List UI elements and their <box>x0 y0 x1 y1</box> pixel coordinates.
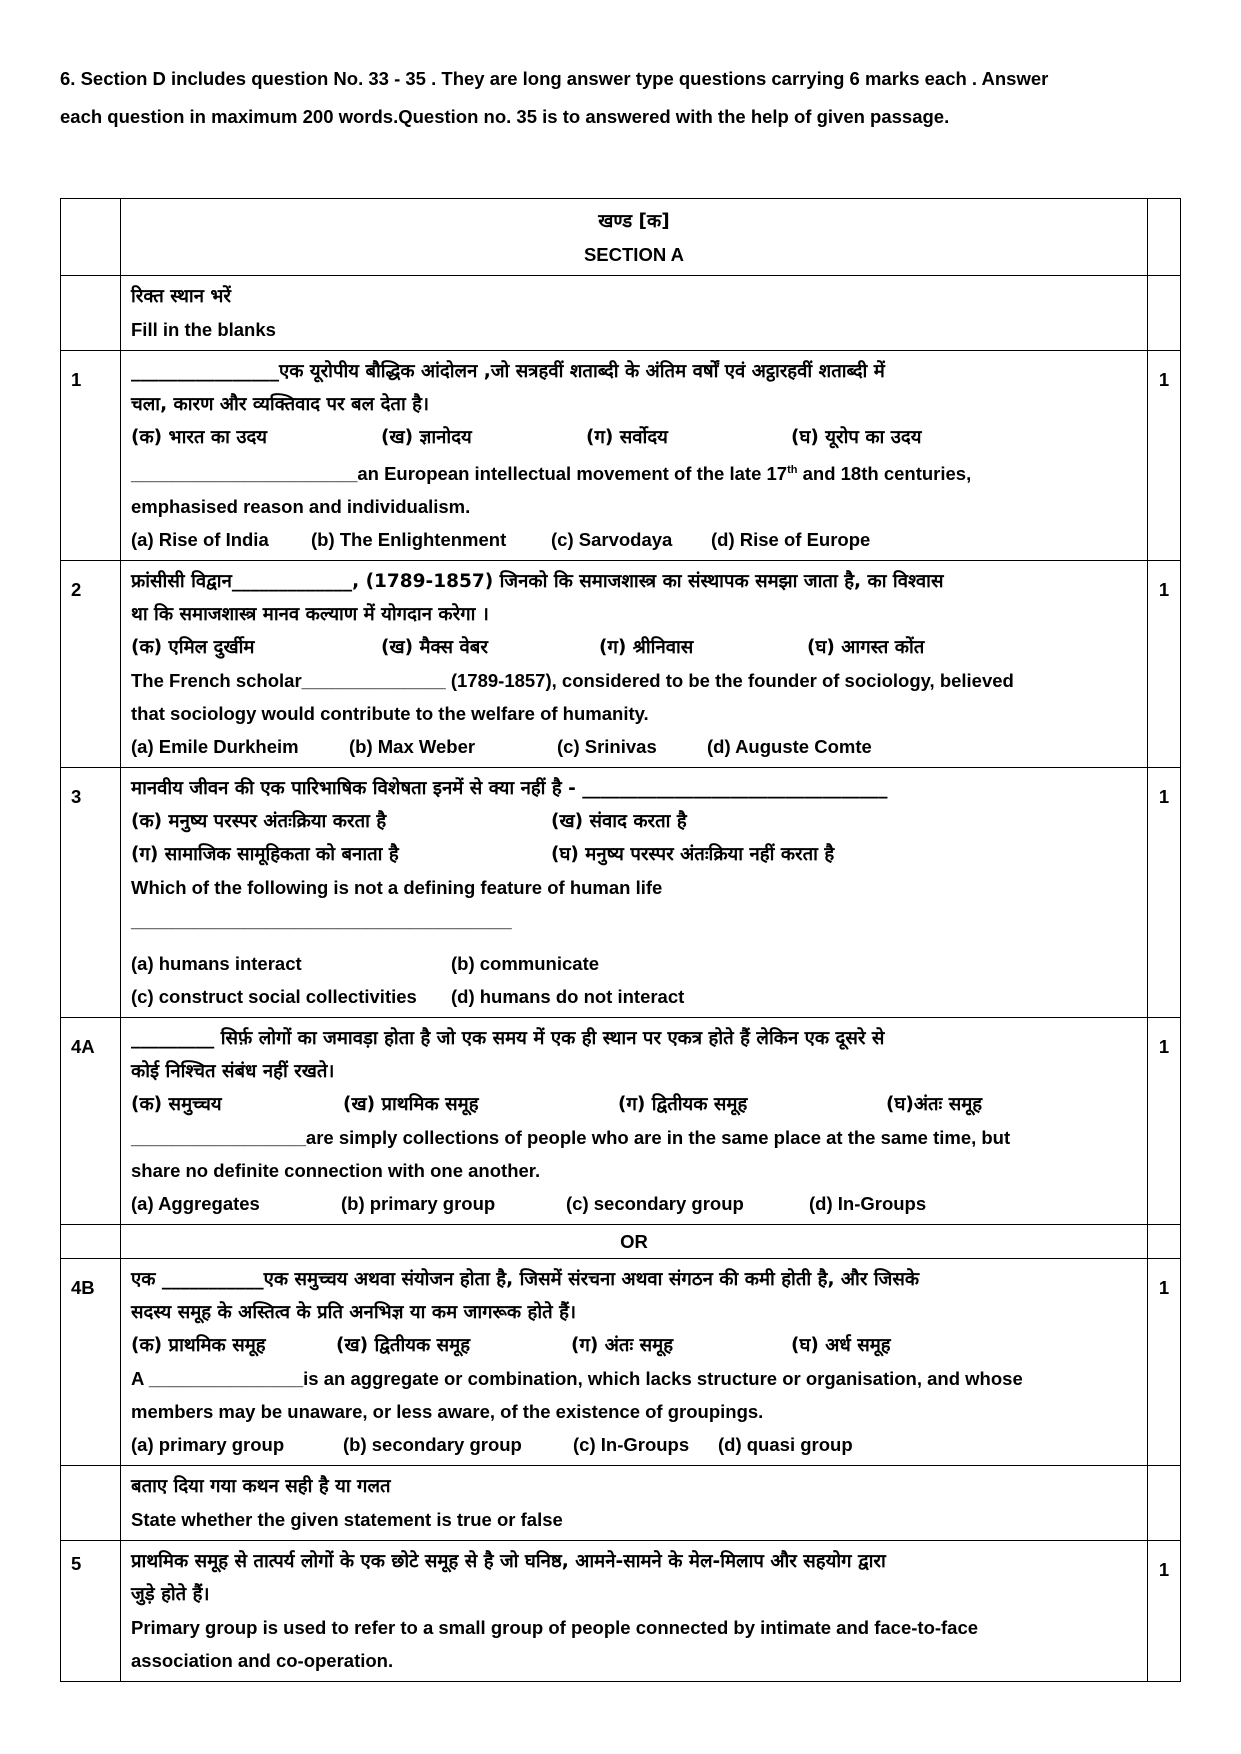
option-b: (b) communicate <box>451 953 600 975</box>
marks: 1 <box>1148 1259 1181 1466</box>
q2-hindi-line-1: फ्रांसीसी विद्वान_____________, (1789-1857) जिनको कि समाजशास्त्र का संस्थापक समझा जाता है, का विश्वास <box>131 571 944 593</box>
question-number: 5 <box>61 1541 121 1682</box>
question-row-3 <box>61 768 1181 1018</box>
q3-english-blank: _____________________________________ <box>131 910 512 932</box>
q1-english-line-1: ______________________an European intellectual movement of the late 17th and 18th centuries, <box>131 463 972 485</box>
instruction-line-1: 6. Section D includes question No. 33 - 35 . They are long answer type questions carrying 6 marks each . Answer <box>60 68 1049 89</box>
instruction-line-2: each question in maximum 200 words.Question no. 35 is to answered with the help of given passage. <box>60 106 950 127</box>
q2-english-options <box>131 730 1137 763</box>
option-b: (ख) मैक्स वेबर <box>381 637 488 659</box>
q4b-english-line-2: members may be unaware, or less aware, of the existence of groupings. <box>131 1401 764 1423</box>
option-d: (घ) अर्ध समूह <box>791 1335 891 1357</box>
or-row <box>61 1225 1181 1259</box>
option-b: (ख) द्वितीयक समूह <box>336 1335 471 1357</box>
option-c: (ग) द्वितीयक समूह <box>618 1094 748 1116</box>
option-b: (b) The Enlightenment <box>311 529 507 551</box>
q5-english-line-1: Primary group is used to refer to a small group of people connected by intimate and face-to-face <box>131 1617 979 1639</box>
q1-english-line-2: emphasised reason and individualism. <box>131 496 471 518</box>
q2-hindi-options <box>131 631 1137 664</box>
option-b: (b) secondary group <box>343 1434 522 1456</box>
q1-hindi-line-2: चला, कारण और व्यक्तिवाद पर बल देता है। <box>131 394 430 415</box>
option-a: (क) समुच्चय <box>131 1094 222 1116</box>
option-d: (d) Auguste Comte <box>707 736 872 758</box>
fill-blanks-hindi: रिक्त स्थान भरें <box>131 286 231 307</box>
q2-hindi-line-2: था कि समाजशास्त्र मानव कल्याण में योगदान करेगा । <box>131 604 489 626</box>
q2-english-line-1: The French scholar______________ (1789-1857), considered to be the founder of sociology, believed <box>131 670 1014 692</box>
option-d: (d) In-Groups <box>809 1193 927 1215</box>
instructions <box>60 60 1180 136</box>
marks: 1 <box>1148 561 1181 768</box>
q4a-hindi-options <box>131 1088 1137 1121</box>
q4a-english-line-1: _________________are simply collections of people who are in the same place at the same time, but <box>131 1127 1011 1149</box>
q4a-hindi-line-1: _________ सिर्फ़ लोगों का जमावड़ा होता है जो एक समय में एक ही स्थान पर एकत्र होते हैं लेकिन एक दूसरे से <box>131 1028 885 1050</box>
marks: 1 <box>1148 768 1181 1018</box>
option-a: (a) Emile Durkheim <box>131 736 299 758</box>
option-d: (घ) मनुष्य परस्पर अंतःक्रिया नहीं करता है <box>551 844 835 866</box>
option-c: (c) Sarvodaya <box>551 529 673 551</box>
option-d: (घ) यूरोप का उदय <box>791 427 922 448</box>
question-table <box>60 198 1181 1682</box>
option-c: (c) In-Groups <box>573 1434 690 1456</box>
q4b-hindi-line-2: सदस्य समूह के अस्तित्व के प्रति अनभिज्ञ या कम जागरूक होते हैं। <box>131 1302 576 1324</box>
q3-english-options-2 <box>131 980 1137 1013</box>
section-title-english: SECTION A <box>583 244 685 265</box>
question-number: 4A <box>61 1018 121 1225</box>
question-number: 1 <box>61 351 121 561</box>
question-row-2 <box>61 561 1181 768</box>
q4a-english-options <box>131 1187 1137 1220</box>
option-c: (ग) सर्वोदय <box>586 427 668 448</box>
q3-hindi-options-1 <box>131 805 1137 838</box>
option-c: (ग) अंतः समूह <box>571 1335 674 1357</box>
section-title-hindi: खण्ड [क] <box>598 211 670 232</box>
q4b-english-options <box>131 1428 1137 1461</box>
question-row-5 <box>61 1541 1181 1682</box>
option-b: (b) primary group <box>341 1193 496 1215</box>
option-b: (ख) ज्ञानोदय <box>381 427 472 448</box>
q3-english-line-1: Which of the following is not a defining feature of human life <box>131 877 663 899</box>
fill-blanks-english: Fill in the blanks <box>131 319 276 340</box>
true-false-english: State whether the given statement is true or false <box>131 1509 563 1531</box>
question-number: 2 <box>61 561 121 768</box>
option-a: (क) प्राथमिक समूह <box>131 1335 266 1357</box>
fill-blanks-header-row <box>61 276 1181 351</box>
option-a: (a) Aggregates <box>131 1193 260 1215</box>
marks: 1 <box>1148 1018 1181 1225</box>
q5-hindi-line-1: प्राथमिक समूह से तात्पर्य लोगों के एक छोटे समूह से है जो घनिष्ठ, आमने-सामने के मेल-मिलाप और सहयोग द्वारा <box>131 1551 886 1573</box>
option-d: (घ) आगस्त कोंत <box>807 637 925 659</box>
question-row-4b <box>61 1259 1181 1466</box>
question-row-1 <box>61 351 1181 561</box>
q1-hindi-options <box>131 421 1137 454</box>
question-number: 3 <box>61 768 121 1018</box>
section-header-row <box>61 199 1181 276</box>
q5-hindi-line-2: जुड़े होते हैं। <box>131 1584 210 1606</box>
option-a: (a) primary group <box>131 1434 285 1456</box>
question-row-4a <box>61 1018 1181 1225</box>
q4b-hindi-options <box>131 1329 1137 1362</box>
true-false-hindi: बताए दिया गया कथन सही है या गलत <box>131 1476 391 1498</box>
q3-hindi-options-2 <box>131 838 1137 871</box>
q5-english-line-2: association and co-operation. <box>131 1650 394 1672</box>
marks: 1 <box>1148 1541 1181 1682</box>
true-false-header-row <box>61 1466 1181 1541</box>
option-d: (d) Rise of Europe <box>711 529 871 551</box>
q4b-english-line-1: A _______________is an aggregate or combination, which lacks structure or organisation, and whose <box>131 1368 1023 1390</box>
option-d: (d) humans do not interact <box>451 986 685 1008</box>
or-label: OR <box>121 1225 1148 1259</box>
question-number: 4B <box>61 1259 121 1466</box>
option-d: (d) quasi group <box>718 1434 853 1456</box>
q1-hindi-line-1: ________________एक यूरोपीय बौद्धिक आंदोलन ,जो सत्रहवीं शताब्दी के अंतिम वर्षों एवं अट्ठारहवीं शताब्दी में <box>131 361 885 382</box>
option-c: (ग) सामाजिक सामूहिकता को बनाता है <box>131 844 399 866</box>
q4a-hindi-line-2: कोई निश्चित संबंध नहीं रखते। <box>131 1061 335 1083</box>
q3-english-options-1 <box>131 947 1137 980</box>
option-b: (ख) प्राथमिक समूह <box>343 1094 479 1116</box>
q1-english-options <box>131 523 1137 556</box>
q4b-hindi-line-1: एक ___________एक समुच्चय अथवा संयोजन होता है, जिसमें संरचना अथवा संगठन की कमी होती है, और जिसके <box>131 1269 920 1291</box>
option-a: (क) भारत का उदय <box>131 427 268 448</box>
option-c: (c) Srinivas <box>557 736 657 758</box>
option-a: (क) मनुष्य परस्पर अंतःक्रिया करता है <box>131 811 387 833</box>
q4a-english-line-2: share no definite connection with one another. <box>131 1160 541 1182</box>
option-b: (b) Max Weber <box>349 736 476 758</box>
marks: 1 <box>1148 351 1181 561</box>
option-c: (c) secondary group <box>566 1193 744 1215</box>
option-c: (c) construct social collectivities <box>131 986 417 1008</box>
option-a: (क) एमिल दुर्खीम <box>131 637 255 659</box>
option-b: (ख) संवाद करता है <box>551 811 687 833</box>
option-a: (a) humans interact <box>131 953 302 975</box>
option-c: (ग) श्रीनिवास <box>599 637 694 659</box>
q3-hindi-line-1: मानवीय जीवन की एक पारिभाषिक विशेषता इनमें से क्या नहीं है - _________________________________ <box>131 778 888 800</box>
option-d: (घ)अंतः समूह <box>886 1094 983 1116</box>
option-a: (a) Rise of India <box>131 529 269 551</box>
q2-english-line-2: that sociology would contribute to the welfare of humanity. <box>131 703 649 725</box>
